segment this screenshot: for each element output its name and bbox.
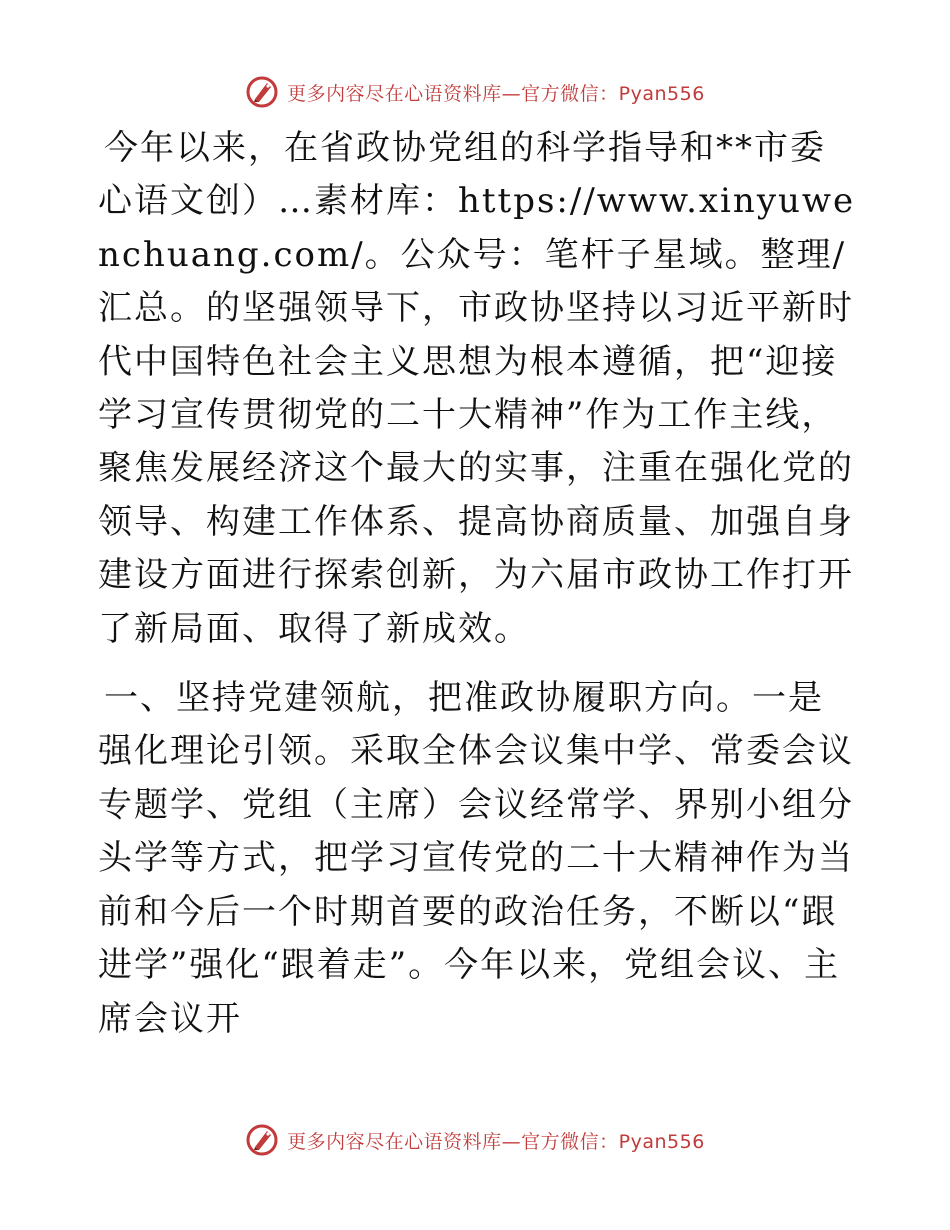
footer-banner — [0, 1120, 950, 1160]
paragraph-1: 今年以来，在省政协党组的科学指导和**市委心语文创）…素材库：https://www.xinyuwenchuang.com/。公众号：笔杆子星域。整理/汇总。的坚强领导下，市政协坚持以习近平新时代中国特色社会主义思想为根本遵循，把“迎接学习宣传贯彻党的二十大精神”作为工作主线，聚焦发展经济这个最大的实事，注重在强化党的领导、构建工作体系、提高协商质量、加强自身建设方面进行探索创新，为六届市政协工作打开了新局面、取得了新成效。 — [98, 128, 856, 649]
footer-banner-title: 更多内容尽在心语资料库 — [287, 1130, 502, 1153]
header-banner-separator: — — [501, 82, 522, 105]
footer-banner-wechat: 官方微信：Pyan556 — [521, 1130, 705, 1153]
pen-nib-logo-icon — [245, 1123, 279, 1157]
document-body — [98, 122, 858, 1046]
paragraph-2: 一、坚持党建领航，把准政协履职方向。一是强化理论引领。采取全体会议集中学、常委会议专题学、党组（主席）会议经常学、界别小组分头学等方式，把学习宣传党的二十大精神作为当前和今后一个时期首要的政治任务，不断以“跟进学”强化“跟着走”。今年以来，党组会议、主席会议开 — [98, 678, 854, 1039]
pen-nib-logo-icon — [245, 75, 279, 109]
footer-banner-text — [287, 1127, 705, 1154]
header-banner-wechat: 官方微信：Pyan556 — [521, 82, 705, 105]
header-banner-title: 更多内容尽在心语资料库 — [287, 82, 502, 105]
footer-banner-separator: — — [501, 1130, 522, 1153]
header-banner-text — [287, 79, 705, 106]
header-banner — [0, 72, 950, 112]
